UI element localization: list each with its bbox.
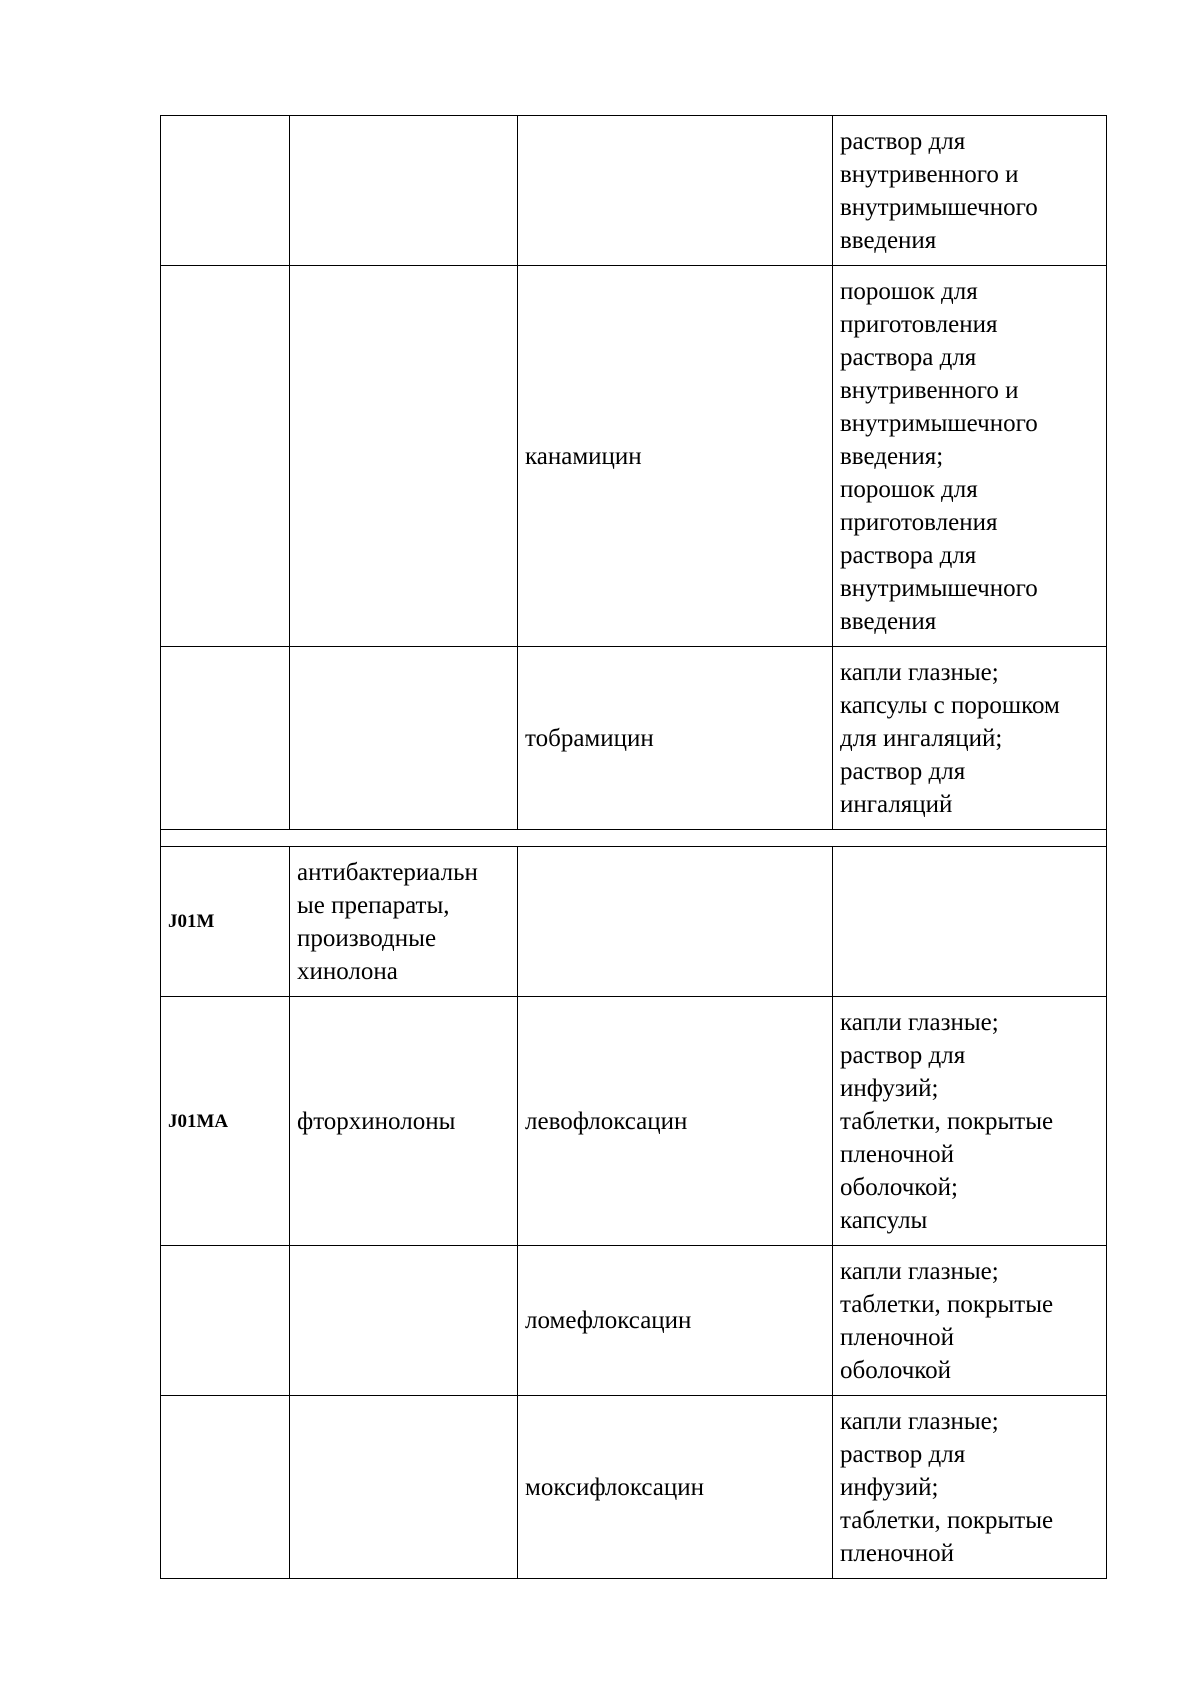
group-line: ые препараты,	[297, 891, 450, 919]
drug-name-cell	[518, 847, 833, 997]
table-row	[161, 997, 1107, 1246]
dosage-form-line: пленочной	[840, 1539, 955, 1567]
atc-code-cell	[161, 647, 290, 830]
dosage-form-line: таблетки, покрытые	[840, 1506, 1054, 1534]
group-line: производные	[297, 924, 437, 952]
dosage-forms-cell	[833, 1396, 1107, 1579]
drug-name-cell	[518, 116, 833, 266]
dosage-form-line: введения;	[840, 442, 944, 470]
dosage-form-line: оболочкой;	[840, 1173, 958, 1201]
dosage-form-line: инфузий;	[840, 1074, 939, 1102]
drug-table	[160, 115, 1107, 1579]
dosage-form-line: внутримышечного	[840, 574, 1038, 602]
table-spacer-row	[161, 830, 1107, 847]
dosage-form-line: капли глазные;	[840, 1407, 999, 1435]
group-cell	[290, 1396, 518, 1579]
drug-name-cell: моксифлоксацин	[518, 1396, 833, 1579]
drug-name-cell: левофлоксацин	[518, 997, 833, 1246]
dosage-form-line: порошок для	[840, 277, 978, 305]
table-row	[161, 116, 1107, 266]
dosage-form-line: приготовления	[840, 310, 998, 338]
dosage-forms-cell	[833, 997, 1107, 1246]
group-line: антибактериальн	[297, 858, 478, 886]
dosage-form-line: приготовления	[840, 508, 998, 536]
spacer-cell	[161, 830, 1107, 847]
table-row	[161, 1246, 1107, 1396]
group-cell	[290, 997, 518, 1246]
dosage-form-line: ингаляций	[840, 790, 953, 818]
dosage-form-line: пленочной	[840, 1140, 955, 1168]
atc-code-cell	[161, 266, 290, 647]
dosage-form-line: раствор для	[840, 127, 966, 155]
dosage-form-line: капсулы с порошком	[840, 691, 1060, 719]
dosage-form-line: таблетки, покрытые	[840, 1290, 1054, 1318]
drug-name-cell: ломефлоксацин	[518, 1246, 833, 1396]
drug-name-cell: тобрамицин	[518, 647, 833, 830]
group-cell	[290, 1246, 518, 1396]
table-row	[161, 847, 1107, 997]
dosage-form-line: раствор для	[840, 1041, 966, 1069]
dosage-form-line: внутримышечного	[840, 193, 1038, 221]
dosage-form-line: внутримышечного	[840, 409, 1038, 437]
dosage-form-line: таблетки, покрытые	[840, 1107, 1054, 1135]
dosage-form-line: порошок для	[840, 475, 978, 503]
atc-code-cell: J01M	[161, 847, 290, 997]
dosage-form-line: инфузий;	[840, 1473, 939, 1501]
dosage-form-line: введения	[840, 226, 937, 254]
atc-code-cell	[161, 1246, 290, 1396]
dosage-forms-cell	[833, 266, 1107, 647]
dosage-form-line: оболочкой	[840, 1356, 952, 1384]
group-line: фторхинолоны	[297, 1107, 456, 1135]
dosage-form-line: капли глазные;	[840, 1257, 999, 1285]
dosage-form-line: раствор для	[840, 1440, 966, 1468]
dosage-form-line: внутривенного и	[840, 376, 1019, 404]
atc-code-cell: J01MA	[161, 997, 290, 1246]
dosage-forms-cell	[833, 1246, 1107, 1396]
group-cell	[290, 847, 518, 997]
dosage-form-line: введения	[840, 607, 937, 635]
drug-name-cell: канамицин	[518, 266, 833, 647]
table-row	[161, 1396, 1107, 1579]
dosage-forms-cell	[833, 116, 1107, 266]
dosage-form-line: пленочной	[840, 1323, 955, 1351]
atc-code-cell	[161, 116, 290, 266]
dosage-forms-cell	[833, 847, 1107, 997]
group-cell	[290, 266, 518, 647]
dosage-form-line: внутривенного и	[840, 160, 1019, 188]
dosage-form-line: капли глазные;	[840, 1008, 999, 1036]
dosage-form-line: раствора для	[840, 343, 977, 371]
dosage-form-line: капли глазные;	[840, 658, 999, 686]
group-cell	[290, 116, 518, 266]
dosage-form-line: капсулы	[840, 1206, 928, 1234]
dosage-form-line: раствор для	[840, 757, 966, 785]
group-cell	[290, 647, 518, 830]
dosage-form-line: раствора для	[840, 541, 977, 569]
atc-code-cell	[161, 1396, 290, 1579]
table-row	[161, 266, 1107, 647]
dosage-form-line: для ингаляций;	[840, 724, 1003, 752]
table-row	[161, 647, 1107, 830]
group-line: хинолона	[297, 957, 398, 985]
dosage-forms-cell	[833, 647, 1107, 830]
